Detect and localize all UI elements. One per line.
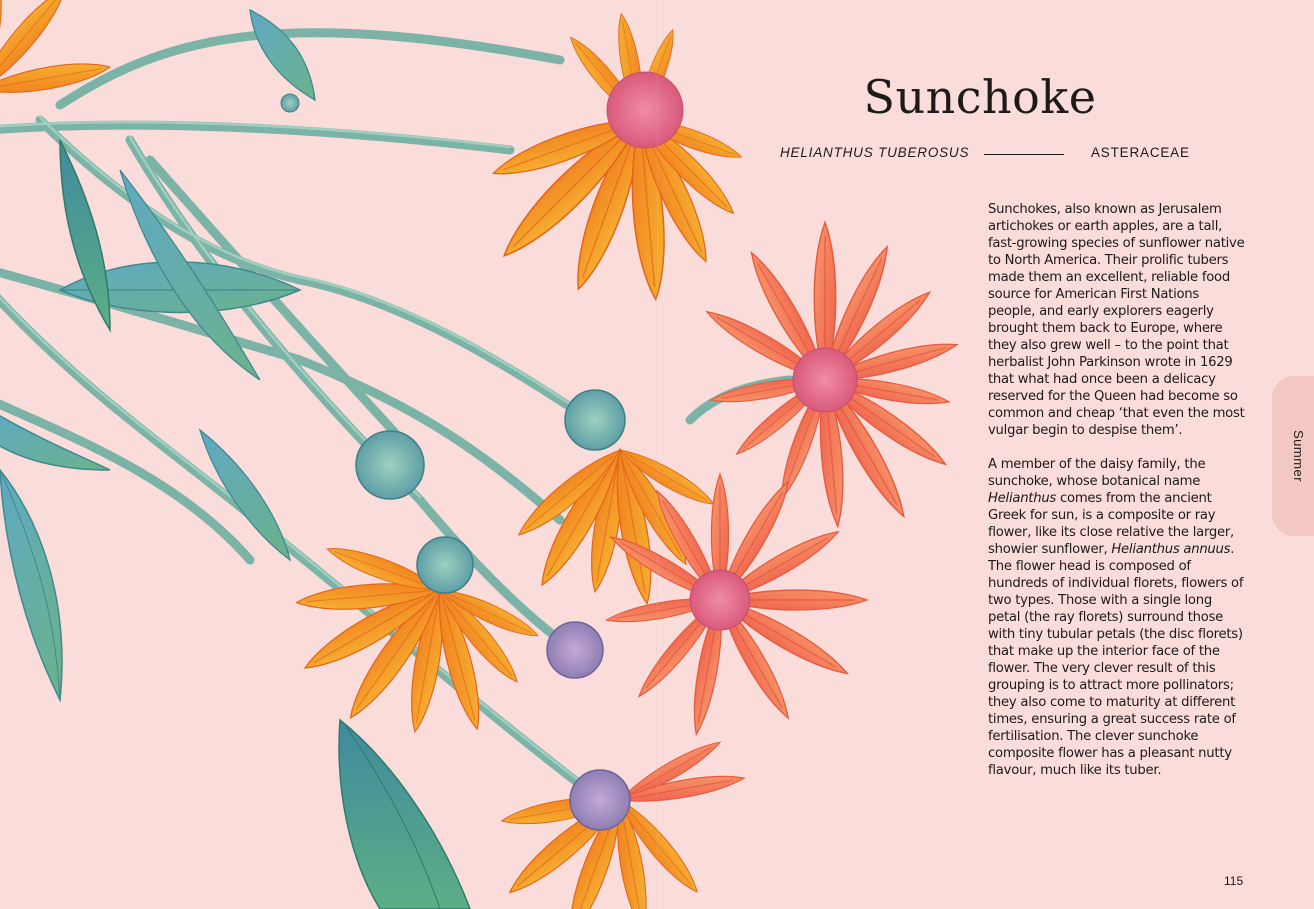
page-gutter (656, 0, 658, 909)
flower-right-coral (702, 223, 959, 528)
flower-bottom-orange (500, 735, 745, 909)
page-number: 115 (1224, 874, 1244, 888)
plant-family: ASTERACEAE (1091, 145, 1190, 160)
title-divider (984, 154, 1064, 155)
page-title: Sunchoke (863, 70, 1097, 124)
botanical-name: HELIANTHUS TUBEROSUS (780, 145, 970, 160)
body-text (988, 201, 1246, 796)
section-tab-label: Summer (1291, 430, 1306, 483)
paragraph-1: Sunchokes, also known as Jerusalem artichokes or earth apples, are a tall, fast-growing species of sunflower native to North America. Their prolific tubers made them an excellent, reliable food source for American First Nations people, and early explorers eagerly brought them back to Europe, where they also grew well – to the point that herbalist John Parkinson wrote in 1629 that what had once been a delicacy reserved for the Queen had become so common and cheap ‘that even the most vulgar begin to despise them’. (988, 202, 1245, 438)
paragraph-2: A member of the daisy family, the sunchoke, whose botanical name Helianthus comes from the ancient Greek for sun, is a composite or ray flower, like its close relative the larger, showier sunflower, Helianthus annuus. The flower head is composed of hundreds of individual florets, flowers of two types. Those with a single long petal (the ray florets) surround those with tiny tubular petals (the disc florets) that make up the interior face of the flower. The very clever result of this grouping is to attract more pollinators; they also come to maturity at different times, ensuring a great success rate of fertilisation. The clever sunchoke composite flower has a pleasant nutty flavour, much like its tuber. (988, 457, 1244, 778)
